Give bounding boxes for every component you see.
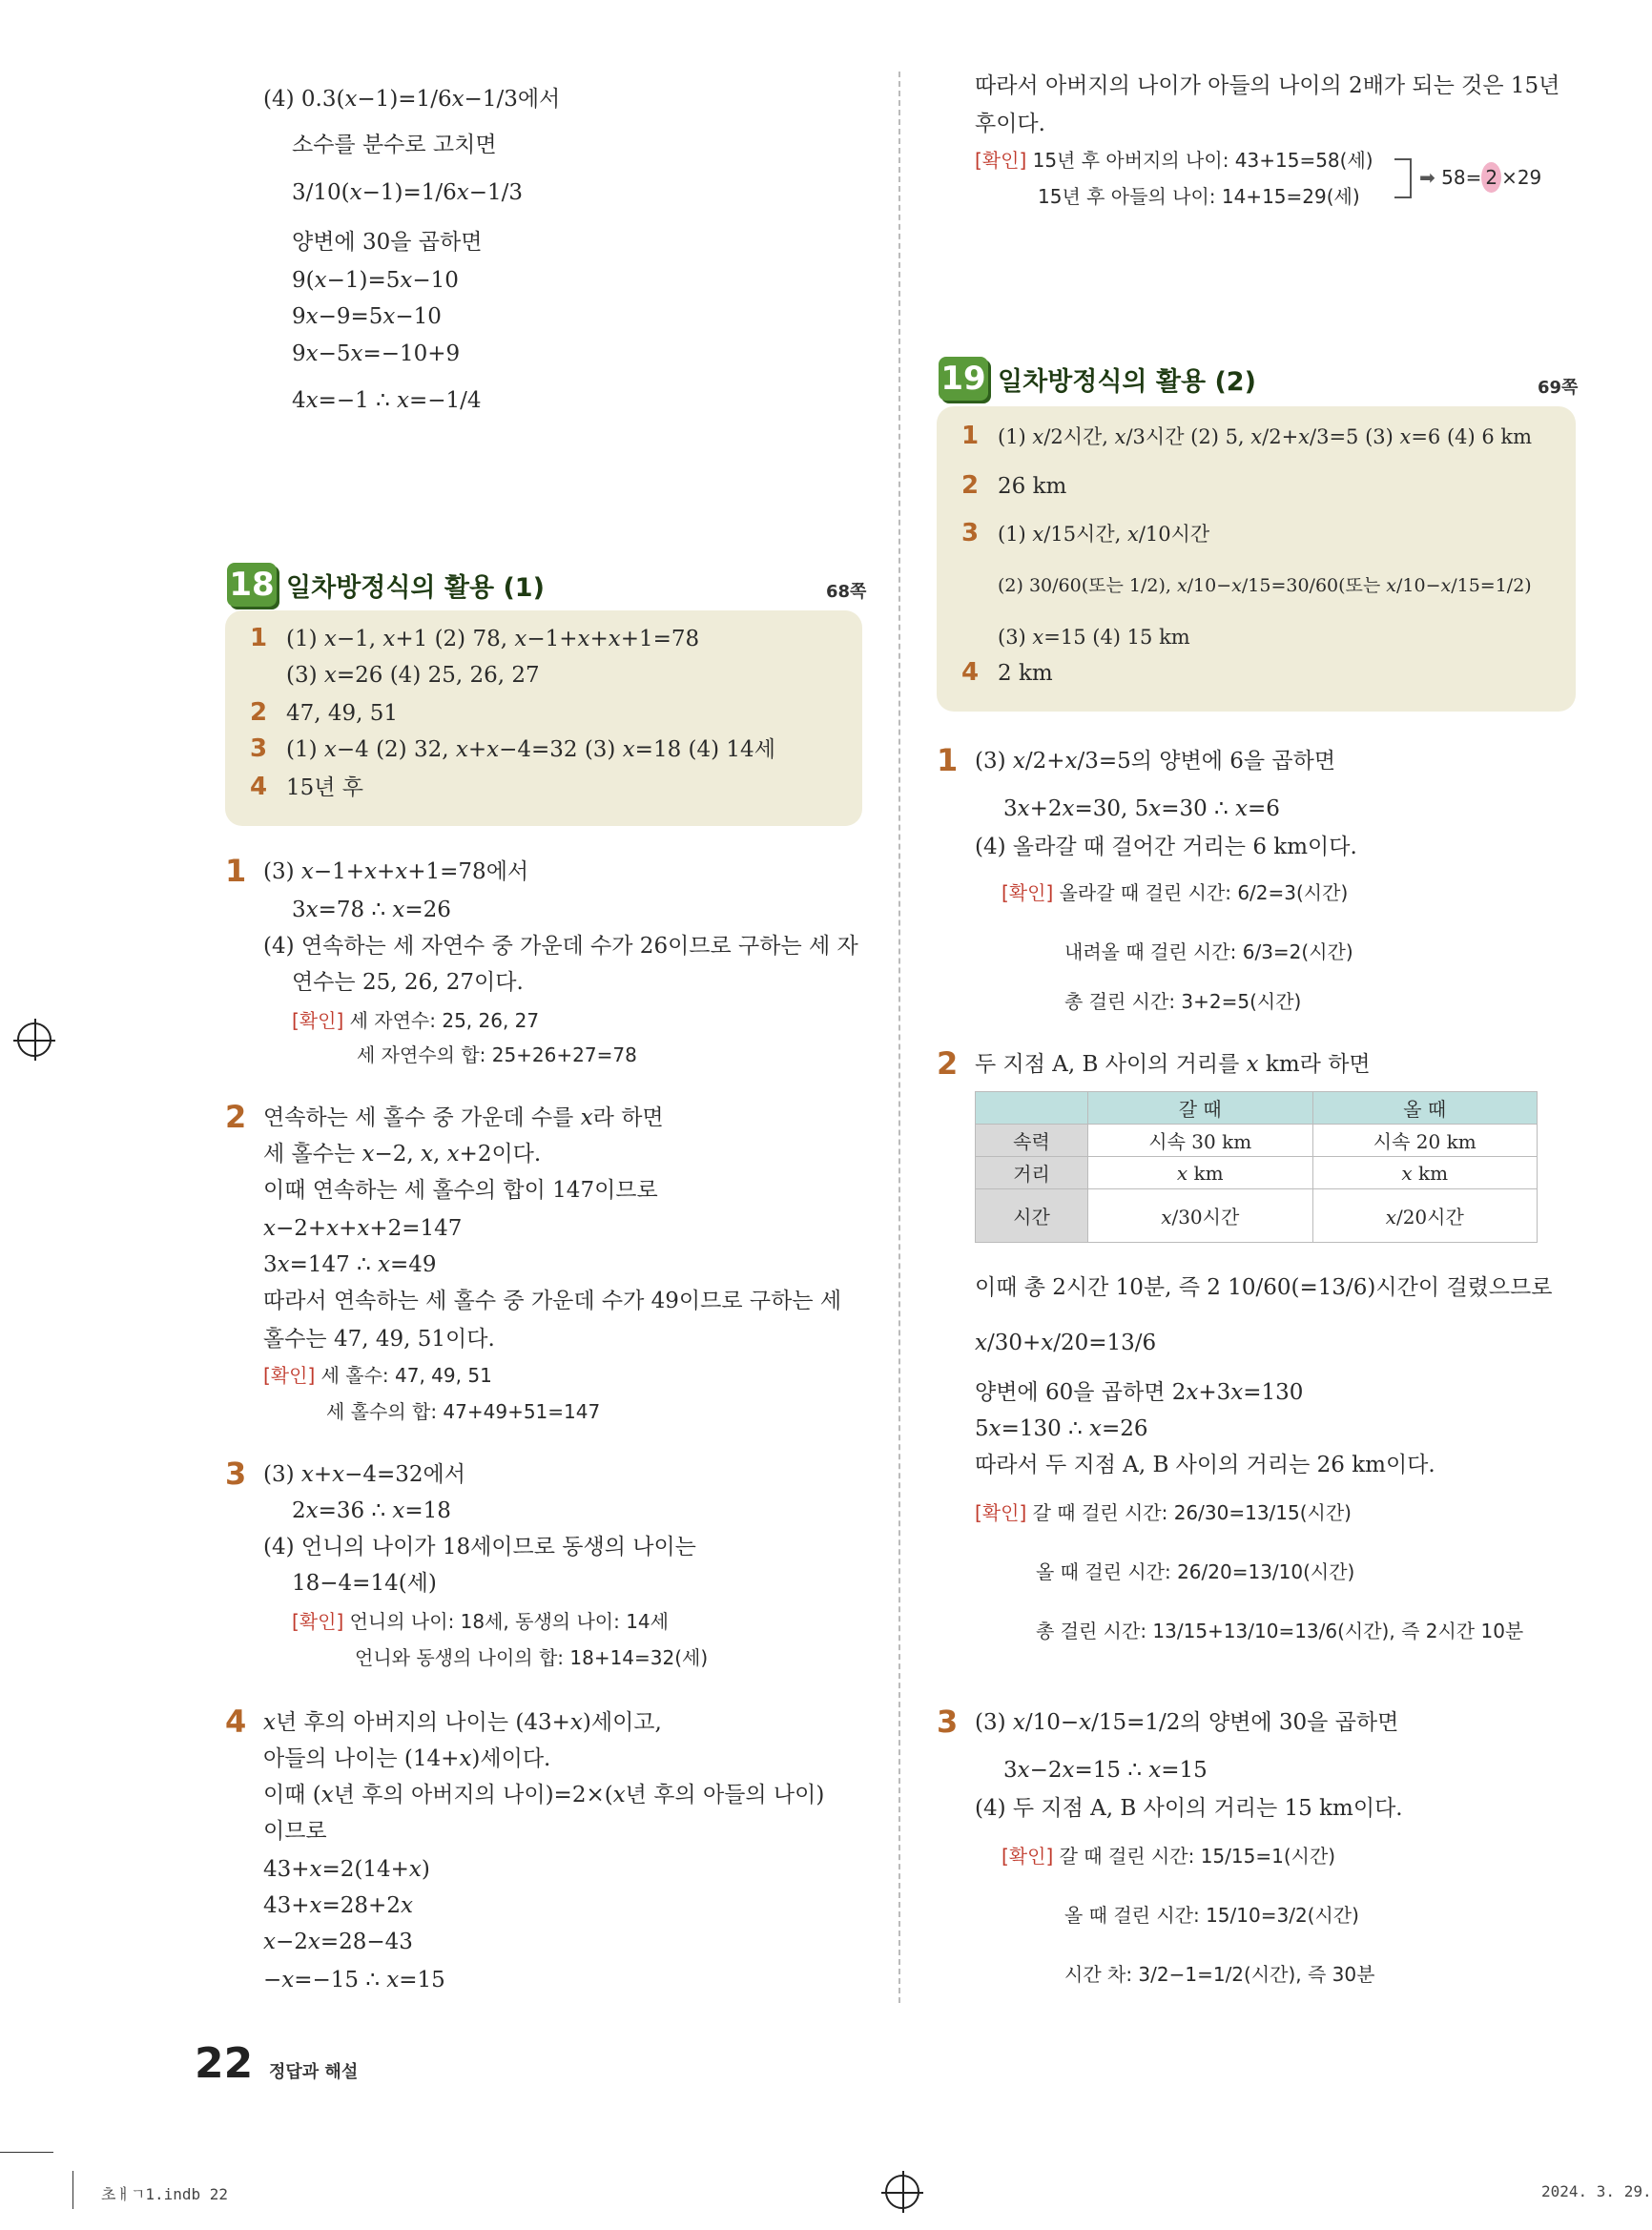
arrow-icon: ➡	[1419, 166, 1435, 189]
prev-line-1: (4) 0.3(𝑥−1)=1/6𝑥−1/3에서	[263, 87, 561, 112]
page-number: 22	[195, 2039, 254, 2088]
crop-mark	[0, 2152, 53, 2153]
prev-line-8: 4𝑥=−1 ∴ 𝑥=−1/4	[292, 388, 482, 413]
solution-line: (4) 올라갈 때 걸어간 거리는 6 km이다.	[975, 835, 1357, 859]
prev-line-7: 9𝑥−5𝑥=−10+9	[292, 341, 461, 366]
check-tag: [확인]	[292, 1009, 344, 1032]
section-badge: 19	[939, 357, 988, 401]
check-line	[975, 1497, 1352, 1528]
table-header	[976, 1092, 1088, 1125]
answer-3: (1) 𝑥−4 (2) 32, 𝑥+𝑥−4=32 (3) 𝑥=18 (4) 14세	[286, 737, 775, 762]
solution-line: 이때 연속하는 세 홀수의 합이 147이므로	[263, 1178, 658, 1203]
table-cell: 𝑥 km	[1312, 1157, 1538, 1189]
solution-line: 따라서 연속하는 세 홀수 중 가운데 수가 49이므로 구하는 세	[263, 1289, 842, 1313]
prev-line-2: 소수를 분수로 고치면	[292, 133, 497, 157]
answer-num: 2	[250, 698, 268, 727]
section-19-header	[939, 357, 1256, 401]
solution-line: 연속하는 세 홀수 중 가운데 수를 𝑥라 하면	[263, 1105, 664, 1130]
check-tag: [확인]	[1002, 881, 1054, 904]
check-text: 세 홀수의 합: 47+49+51=147	[326, 1400, 601, 1423]
table-header: 올 때	[1312, 1092, 1538, 1125]
check-text: 갈 때 걸린 시간: 15/15=1(시간)	[1059, 1845, 1336, 1868]
table-cell: 𝑥/30시간	[1088, 1189, 1313, 1243]
print-date: 2024. 3. 29.	[1541, 2182, 1652, 2200]
table-cell: 𝑥/20시간	[1312, 1189, 1538, 1243]
column-divider	[898, 72, 900, 2003]
solution-num: 3	[937, 1703, 959, 1740]
solution-line: 2𝑥=36 ∴ 𝑥=18	[292, 1498, 451, 1523]
answer-4: 2 km	[998, 661, 1053, 686]
print-file: 초ㅐㄱ1.indb 22	[101, 2185, 229, 2203]
solution-line: 3𝑥−2𝑥=15 ∴ 𝑥=15	[1003, 1758, 1208, 1783]
check-text: 언니의 나이: 18세, 동생의 나이: 14세	[349, 1610, 669, 1633]
solution-line: 따라서 두 지점 A, B 사이의 거리는 26 km이다.	[975, 1453, 1435, 1477]
table-cell: 𝑥 km	[1088, 1157, 1313, 1189]
check-line	[1002, 878, 1348, 908]
answer-box-19	[937, 406, 1576, 712]
section-18-header	[227, 563, 545, 607]
solution-line: 두 지점 A, B 사이의 거리를 𝑥 km라 하면	[975, 1052, 1371, 1077]
check-line	[292, 1606, 669, 1637]
check-text: 세 자연수: 25, 26, 27	[349, 1009, 540, 1032]
check-text: 올 때 걸린 시간: 15/10=3/2(시간)	[1064, 1904, 1359, 1927]
solution-line: 이므로	[263, 1819, 327, 1844]
answer-3-line-1: (1) 𝑥/15시간, 𝑥/10시간	[998, 523, 1210, 546]
distance-table	[975, 1091, 1538, 1243]
solution-line: (3) 𝑥/10−𝑥/15=1/2의 양변에 30을 곱하면	[975, 1710, 1399, 1735]
solution-line: 아들의 나이는 (14+𝑥)세이다.	[263, 1746, 551, 1771]
section-page: 69쪽	[1538, 378, 1579, 398]
solution-num: 2	[225, 1099, 247, 1135]
solution-line: 43+𝑥=2(14+𝑥)	[263, 1857, 430, 1882]
solution-line: 이때 (𝑥년 후의 아버지의 나이)=2×(𝑥년 후의 아들의 나이)	[263, 1783, 825, 1807]
section-title: 일차방정식의 활용 (1)	[286, 572, 545, 603]
answer-1: (1) 𝑥/2시간, 𝑥/3시간 (2) 5, 𝑥/2+𝑥/3=5 (3) 𝑥=6 (4) 6 km	[998, 425, 1533, 448]
check-tag: [확인]	[975, 149, 1027, 172]
answer-2: 26 km	[998, 474, 1067, 499]
check-text: 세 자연수의 합: 25+26+27=78	[357, 1043, 637, 1066]
prev-line-3: 3/10(𝑥−1)=1/6𝑥−1/3	[292, 180, 524, 205]
check-line	[1002, 1841, 1335, 1871]
answer-4: 15년 후	[286, 775, 364, 800]
highlight-pill: 2	[1481, 162, 1501, 193]
solution-line: 𝑥년 후의 아버지의 나이는 (43+𝑥)세이고,	[263, 1710, 662, 1735]
answer-num: 4	[250, 773, 268, 801]
check-tag: [확인]	[975, 1501, 1027, 1524]
solution-line: (4) 두 지점 A, B 사이의 거리는 15 km이다.	[975, 1796, 1403, 1821]
check-line	[292, 1005, 539, 1036]
solution-line: −𝑥=−15 ∴ 𝑥=15	[263, 1968, 445, 1993]
solution-num: 1	[937, 742, 959, 778]
check-line	[263, 1360, 492, 1391]
result-text: 58=	[1441, 166, 1482, 189]
solution-line: (3) 𝑥+𝑥−4=32에서	[263, 1462, 465, 1487]
crop-mark	[72, 2171, 73, 2209]
check-tag: [확인]	[292, 1610, 344, 1633]
check-text: 갈 때 걸린 시간: 26/30=13/15(시간)	[1032, 1501, 1352, 1524]
check-tag: [확인]	[1002, 1845, 1054, 1868]
table-row	[976, 1157, 1538, 1189]
answer-num: 2	[961, 471, 980, 500]
solution-num: 2	[937, 1045, 959, 1082]
answer-num: 3	[250, 734, 268, 763]
table-cell: 거리	[976, 1157, 1088, 1189]
solution-line: (3) 𝑥−1+𝑥+𝑥+1=78에서	[263, 859, 529, 884]
section-page: 68쪽	[826, 582, 867, 602]
answer-num: 1	[250, 624, 268, 652]
prev-line-5: 9(𝑥−1)=5𝑥−10	[292, 268, 459, 293]
solution-line: 43+𝑥=28+2𝑥	[263, 1893, 413, 1918]
table-header: 갈 때	[1088, 1092, 1313, 1125]
check-text: 내려올 때 걸린 시간: 6/3=2(시간)	[1064, 940, 1353, 963]
result-text: ×29	[1501, 166, 1542, 189]
answer-1-line-1: (1) 𝑥−1, 𝑥+1 (2) 78, 𝑥−1+𝑥+𝑥+1=78	[286, 627, 700, 651]
check-text: 15년 후 아들의 나이: 14+15=29(세)	[1038, 185, 1360, 208]
section-badge: 18	[227, 563, 277, 607]
registration-mark-icon	[17, 1022, 52, 1057]
check-tag: [확인]	[263, 1364, 316, 1387]
solution-line: 3𝑥=147 ∴ 𝑥=49	[263, 1252, 437, 1277]
footer-label: 정답과 해설	[269, 2062, 359, 2082]
check-line	[975, 145, 1373, 176]
solution-line: 세 홀수는 𝑥−2, 𝑥, 𝑥+2이다.	[263, 1142, 542, 1167]
table-row	[976, 1189, 1538, 1243]
result-line	[1419, 162, 1541, 193]
check-text: 15년 후 아버지의 나이: 43+15=58(세)	[1032, 149, 1373, 172]
answer-box-18	[225, 610, 862, 826]
answer-3-line-3: (3) 𝑥=15 (4) 15 km	[998, 626, 1190, 649]
solution-line: 5𝑥=130 ∴ 𝑥=26	[975, 1416, 1148, 1441]
registration-mark-icon	[885, 2175, 919, 2209]
answer-3-line-2: (2) 30/60(또는 1/2), 𝑥/10−𝑥/15=30/60(또는 𝑥/10−𝑥/15=1/2)	[998, 575, 1532, 596]
solution-line: 3𝑥=78 ∴ 𝑥=26	[292, 898, 451, 922]
answer-num: 1	[961, 422, 980, 450]
answer-num: 4	[961, 658, 980, 687]
table-cell: 시속 20 km	[1312, 1125, 1538, 1157]
solution-line: 3𝑥+2𝑥=30, 5𝑥=30 ∴ 𝑥=6	[1003, 796, 1280, 821]
solution-num: 1	[225, 853, 247, 889]
table-cell: 속력	[976, 1125, 1088, 1157]
section-title: 일차방정식의 활용 (2)	[998, 366, 1256, 397]
check-text: 올 때 걸린 시간: 26/20=13/10(시간)	[1036, 1560, 1355, 1583]
cont-line: 후이다.	[975, 112, 1045, 136]
check-text: 시간 차: 3/2−1=1/2(시간), 즉 30분	[1064, 1963, 1375, 1986]
solution-num: 4	[225, 1703, 247, 1740]
table-cell: 시속 30 km	[1088, 1125, 1313, 1157]
solution-line: 𝑥−2𝑥=28−43	[263, 1930, 413, 1954]
solution-line: 𝑥/30+𝑥/20=13/6	[975, 1331, 1157, 1355]
check-text: 총 걸린 시간: 13/15+13/10=13/6(시간), 즉 2시간 10분	[1036, 1620, 1524, 1642]
answer-2: 47, 49, 51	[286, 701, 399, 726]
solution-line: 홀수는 47, 49, 51이다.	[263, 1327, 495, 1352]
solution-line: 18−4=14(세)	[292, 1571, 437, 1596]
table-row	[976, 1125, 1538, 1157]
prev-line-6: 9𝑥−9=5𝑥−10	[292, 304, 442, 329]
answer-1-line-2: (3) 𝑥=26 (4) 25, 26, 27	[286, 663, 540, 688]
prev-line-4: 양변에 30을 곱하면	[292, 230, 483, 255]
table-cell: 시간	[976, 1189, 1088, 1243]
solution-line: 양변에 60을 곱하면 2𝑥+3𝑥=130	[975, 1380, 1304, 1405]
solution-line: (4) 언니의 나이가 18세이므로 동생의 나이는	[263, 1535, 696, 1559]
check-text: 세 홀수: 47, 49, 51	[320, 1364, 492, 1387]
answer-num: 3	[961, 519, 980, 547]
check-text: 총 걸린 시간: 3+2=5(시간)	[1064, 990, 1302, 1013]
solution-line: (4) 연속하는 세 자연수 중 가운데 수가 26이므로 구하는 세 자	[263, 934, 858, 959]
solution-line: 이때 총 2시간 10분, 즉 2 10/60(=13/6)시간이 걸렸으므로	[975, 1275, 1553, 1300]
solution-line: 연수는 25, 26, 27이다.	[292, 970, 524, 995]
brace	[1394, 158, 1412, 198]
check-text: 언니와 동생의 나이의 합: 18+14=32(세)	[355, 1646, 709, 1669]
solution-line: (3) 𝑥/2+𝑥/3=5의 양변에 6을 곱하면	[975, 749, 1336, 774]
cont-line: 따라서 아버지의 나이가 아들의 나이의 2배가 되는 것은 15년	[975, 73, 1560, 98]
solution-line: 𝑥−2+𝑥+𝑥+2=147	[263, 1216, 463, 1241]
check-text: 올라갈 때 걸린 시간: 6/2=3(시간)	[1059, 881, 1349, 904]
solution-num: 3	[225, 1456, 247, 1492]
